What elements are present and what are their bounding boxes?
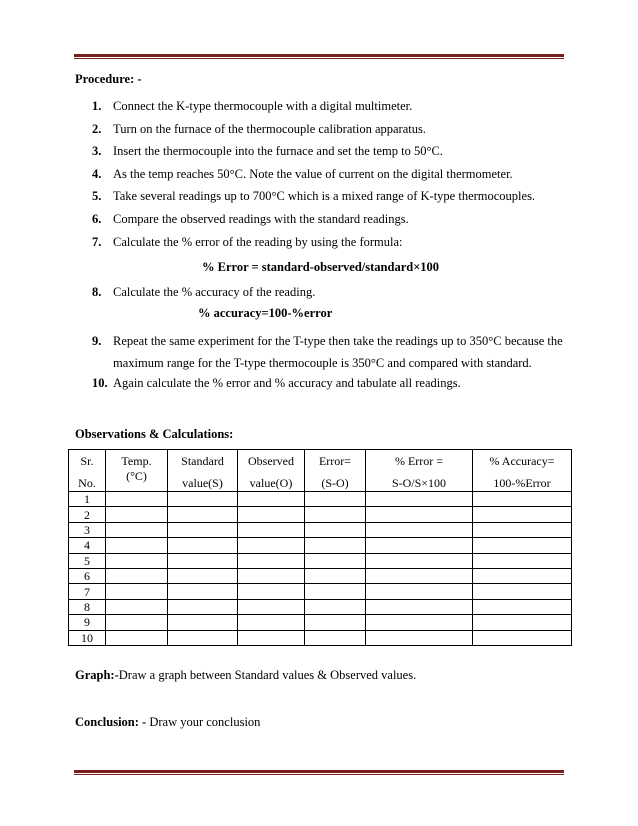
accuracy-formula: % accuracy=100-%error <box>198 305 333 320</box>
procedure-step <box>92 121 572 137</box>
column-header <box>473 450 572 492</box>
column-header-bottom: 100-%Error <box>493 476 551 490</box>
step-number: 5. <box>92 189 102 204</box>
step-number: 3. <box>92 144 102 159</box>
step-number: 9. <box>92 333 102 348</box>
conclusion-instruction <box>75 715 260 730</box>
step-number: 6. <box>92 211 102 226</box>
column-header <box>238 450 305 492</box>
column-header <box>305 450 366 492</box>
step-number: 8. <box>92 284 102 299</box>
procedure-step <box>92 234 572 250</box>
step-number: 1. <box>92 99 102 113</box>
column-header-top: Temp. <box>121 454 152 468</box>
step-text: Connect the K-type thermocouple with a digital multimeter. <box>113 99 413 113</box>
column-header-top: Standard <box>181 454 224 468</box>
procedure-step <box>92 375 572 391</box>
procedure-steps <box>92 98 572 397</box>
column-header-top: % Accuracy= <box>489 454 555 468</box>
step-text: Again calculate the % error and % accuracy and tabulate all readings. <box>113 375 461 390</box>
observations-heading: Observations & Calculations: <box>75 427 234 441</box>
column-header-top: % Error = <box>394 454 444 468</box>
step-text: Calculate the % error of the reading by using the formula: <box>113 234 403 249</box>
table-row <box>69 584 572 599</box>
step-number: 2. <box>92 121 102 136</box>
row-number: 1 <box>69 492 106 507</box>
table-row <box>69 492 572 507</box>
column-header-bottom: (S-O) <box>321 476 349 490</box>
procedure-heading: Procedure: - <box>75 72 142 86</box>
graph-label: Graph:- <box>75 668 119 682</box>
step-text: Take several readings up to 700°C which is a mixed range of K-type thermocouples. <box>113 189 536 204</box>
procedure-step <box>92 330 572 374</box>
column-header <box>69 450 106 492</box>
column-header-bottom: value(S) <box>182 476 223 490</box>
column-header-bottom: S-O/S×100 <box>391 476 447 490</box>
row-number: 9 <box>69 615 106 630</box>
graph-instruction <box>75 668 416 683</box>
table-row <box>69 553 572 568</box>
table-header-row <box>69 450 572 492</box>
table-row <box>69 615 572 630</box>
table-row <box>69 522 572 537</box>
row-number: 2 <box>69 507 106 522</box>
top-divider <box>74 54 564 59</box>
procedure-step <box>92 284 572 300</box>
table-row <box>69 599 572 614</box>
column-header-top: Error= <box>318 454 352 468</box>
row-number: 5 <box>69 553 106 568</box>
table-row <box>69 630 572 645</box>
procedure-step <box>92 211 572 227</box>
step-text: Calculate the % accuracy of the reading. <box>113 284 316 299</box>
step-text: Repeat the same experiment for the T-type then take the readings up to 350°C because the maximum range for the T-type thermocouple is 350°C and compared with standard. <box>113 333 563 370</box>
step-text: As the temp reaches 50°C. Note the value of current on the digital thermometer. <box>113 166 513 181</box>
column-header <box>168 450 238 492</box>
row-number: 3 <box>69 522 106 537</box>
step-text: Turn on the furnace of the thermocouple calibration apparatus. <box>113 121 426 136</box>
table-row <box>69 538 572 553</box>
column-header <box>106 450 168 492</box>
row-number: 10 <box>69 630 106 645</box>
table-row <box>69 568 572 583</box>
step-text: Insert the thermocouple into the furnace and set the temp to 50°C. <box>113 144 443 159</box>
graph-text: Draw a graph between Standard values & Observed values. <box>118 668 417 682</box>
procedure-step <box>92 166 572 182</box>
column-header-bottom: No. <box>78 476 96 490</box>
table-row <box>69 507 572 522</box>
error-formula: % Error = standard-observed/standard×100 <box>202 259 440 274</box>
step-number: 10. <box>92 375 108 390</box>
conclusion-text: Draw your conclusion <box>146 715 261 729</box>
procedure-step <box>92 143 572 159</box>
column-header-top: Observed <box>248 454 294 468</box>
row-number: 6 <box>69 568 106 583</box>
column-header-bottom: value(O) <box>249 476 293 490</box>
step-number: 7. <box>92 234 102 249</box>
row-number: 7 <box>69 584 106 599</box>
column-header-bottom: (°C) <box>126 469 147 483</box>
row-number: 8 <box>69 599 106 614</box>
procedure-step <box>92 98 572 114</box>
bottom-divider <box>74 770 564 775</box>
procedure-step <box>92 188 572 204</box>
step-number: 4. <box>92 166 102 181</box>
column-header-top: Sr. <box>80 454 94 468</box>
column-header <box>366 450 473 492</box>
step-text: Compare the observed readings with the standard readings. <box>113 211 409 226</box>
conclusion-label: Conclusion: - <box>75 715 147 729</box>
row-number: 4 <box>69 538 106 553</box>
observations-table <box>68 449 572 646</box>
